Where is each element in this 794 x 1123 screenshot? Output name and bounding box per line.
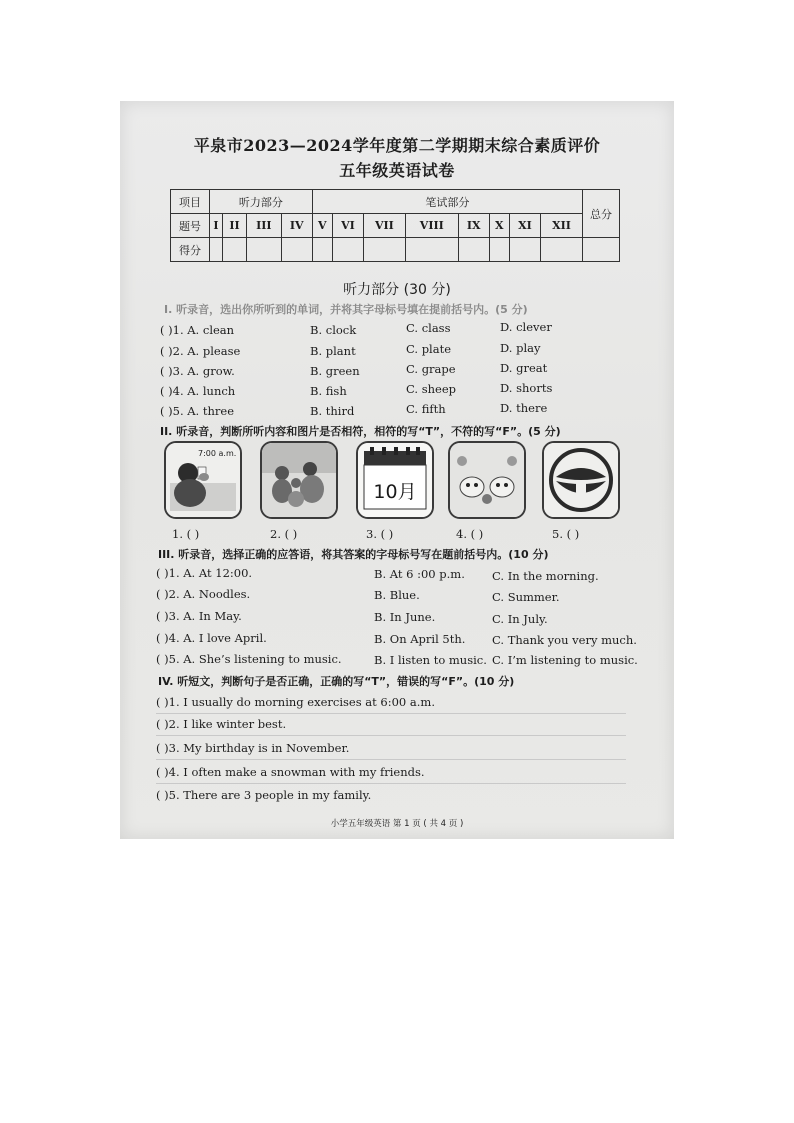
part1-q3-b: B. green: [310, 364, 360, 378]
part1-q4-c: C. sheep: [406, 382, 456, 396]
part4-q1: ( )1. I usually do morning exercises at 6:00 a.m.: [156, 695, 435, 709]
answer-line: [156, 735, 626, 736]
part4-heading: IV. 听短文，判断句子是否正确，正确的写“T”，错误的写“F”。(10 分): [158, 675, 515, 688]
part1-q1-b: B. clock: [310, 323, 357, 337]
score-table-number-label: 题号: [171, 214, 210, 238]
part1-q1: ( )1. A. clean: [160, 323, 235, 337]
part1-q5: ( )5. A. three: [160, 404, 235, 418]
part4-q5: ( )5. There are 3 people in my family.: [156, 788, 372, 802]
picture-animals: [448, 441, 526, 519]
score-table-numeral: VIII: [405, 214, 458, 238]
picture-calendar: [356, 441, 434, 519]
mouth-icon: [544, 443, 618, 517]
part1-q5-d: D. there: [500, 401, 548, 415]
exam-subtitle: 五年级英语试卷: [339, 161, 455, 180]
score-cell[interactable]: [458, 238, 489, 262]
part1-q4: ( )4. A. lunch: [160, 384, 236, 398]
score-cell[interactable]: [583, 238, 620, 262]
calendar-icon: [358, 443, 432, 517]
score-table-listening-header: 听力部分: [210, 190, 313, 214]
score-table-numeral: VI: [332, 214, 363, 238]
score-cell[interactable]: [281, 238, 312, 262]
part2-answer-3[interactable]: 3. ( ): [366, 527, 394, 541]
part3-q3-c: C. In July.: [492, 612, 548, 626]
part1-q1-c: C. class: [406, 321, 451, 335]
part1-q1-d: D. clever: [500, 320, 552, 334]
part1-q5-c: C. fifth: [406, 402, 446, 416]
part3-q2: ( )2. A. Noodles.: [156, 587, 251, 601]
part2-answer-2[interactable]: 2. ( ): [270, 527, 298, 541]
score-table-numeral: II: [223, 214, 247, 238]
part3-q1: ( )1. A. At 12:00.: [156, 566, 253, 580]
picture-morning-exercise: [164, 441, 242, 519]
score-table-numeral: XII: [540, 214, 582, 238]
score-cell[interactable]: [363, 238, 405, 262]
score-table-item-label: 项目: [171, 190, 210, 214]
score-table-score-label: 得分: [171, 238, 210, 262]
part3-q1-c: C. In the morning.: [492, 569, 599, 583]
part3-heading: III. 听录音，选择正确的应答语，将其答案的字母标号写在题前括号内。(10 分): [158, 548, 549, 561]
part1-q2: ( )2. A. please: [160, 344, 241, 358]
pic1-time: 7:00 a.m.: [198, 449, 237, 458]
answer-line: [156, 713, 626, 714]
picture-mouth: [542, 441, 620, 519]
exam-sheet: [120, 101, 674, 839]
part4-q4: ( )4. I often make a snowman with my friends.: [156, 765, 425, 779]
part4-q2: ( )2. I like winter best.: [156, 717, 287, 731]
boy-drinking-icon: [166, 443, 240, 517]
part2-answer-5[interactable]: 5. ( ): [552, 527, 580, 541]
part1-q2-b: B. plant: [310, 344, 356, 358]
score-table-writing-header: 笔试部分: [312, 190, 582, 214]
part1-q3: ( )3. A. grow.: [160, 364, 235, 378]
part2-heading: II. 听录音，判断所听内容和图片是否相符，相符的写“T”，不符的写“F”。(5 分): [160, 425, 561, 438]
listening-section-title: 听力部分 (30 分): [343, 282, 451, 298]
part1-q4-b: B. fish: [310, 384, 347, 398]
part2-answer-4[interactable]: 4. ( ): [456, 527, 484, 541]
part3-q2-c: C. Summer.: [492, 590, 560, 604]
part1-q5-b: B. third: [310, 404, 355, 418]
score-table: [170, 189, 620, 262]
part1-q3-c: C. grape: [406, 362, 456, 376]
part2-answer-1[interactable]: 1. ( ): [172, 527, 200, 541]
part1-q3-d: D. great: [500, 361, 548, 375]
answer-line: [156, 783, 626, 784]
score-table-numeral: III: [246, 214, 281, 238]
animals-icon: [450, 443, 524, 517]
part3-q1-b: B. At 6 :00 p.m.: [374, 567, 465, 581]
part3-q4-c: C. Thank you very much.: [492, 633, 637, 647]
score-cell[interactable]: [509, 238, 540, 262]
part1-q4-d: D. shorts: [500, 381, 553, 395]
score-cell[interactable]: [246, 238, 281, 262]
score-cell[interactable]: [540, 238, 582, 262]
score-cell[interactable]: [405, 238, 458, 262]
score-table-numeral: IV: [281, 214, 312, 238]
score-table-numeral: V: [312, 214, 332, 238]
part1-q2-d: D. play: [500, 341, 541, 355]
family-icon: [262, 443, 336, 517]
part3-q3: ( )3. A. In May.: [156, 609, 242, 623]
score-table-numeral: VII: [363, 214, 405, 238]
score-cell[interactable]: [210, 238, 223, 262]
part3-q5-c: C. I’m listening to music.: [492, 653, 638, 667]
score-cell[interactable]: [332, 238, 363, 262]
answer-line: [156, 759, 626, 760]
part4-q3: ( )3. My birthday is in November.: [156, 741, 350, 755]
score-table-total-header: 总分: [583, 190, 620, 238]
score-table-numeral: IX: [458, 214, 489, 238]
exam-title: 平泉市2023—2024学年度第二学期期末综合素质评价: [193, 136, 601, 155]
part3-q5-b: B. I listen to music.: [374, 653, 487, 667]
part3-q5: ( )5. A. She’s listening to music.: [156, 652, 342, 666]
score-cell[interactable]: [489, 238, 509, 262]
page-footer: 小学五年级英语 第 1 页 ( 共 4 页 ): [330, 819, 464, 829]
score-cell[interactable]: [312, 238, 332, 262]
part3-q4-b: B. On April 5th.: [374, 632, 466, 646]
part3-q3-b: B. In June.: [374, 610, 436, 624]
part1-q2-c: C. plate: [406, 342, 452, 356]
part3-q2-b: B. Blue.: [374, 588, 420, 602]
part1-heading: Ⅰ. 听录音，选出你所听到的单词，并将其字母标号填在提前括号内。(5 分): [164, 303, 528, 316]
score-table-numeral: XI: [509, 214, 540, 238]
part3-q4: ( )4. A. I love April.: [156, 631, 267, 645]
pic3-month: 10月: [373, 481, 417, 503]
score-cell[interactable]: [223, 238, 247, 262]
score-table-numeral: X: [489, 214, 509, 238]
score-table-numeral: I: [210, 214, 223, 238]
picture-family: [260, 441, 338, 519]
